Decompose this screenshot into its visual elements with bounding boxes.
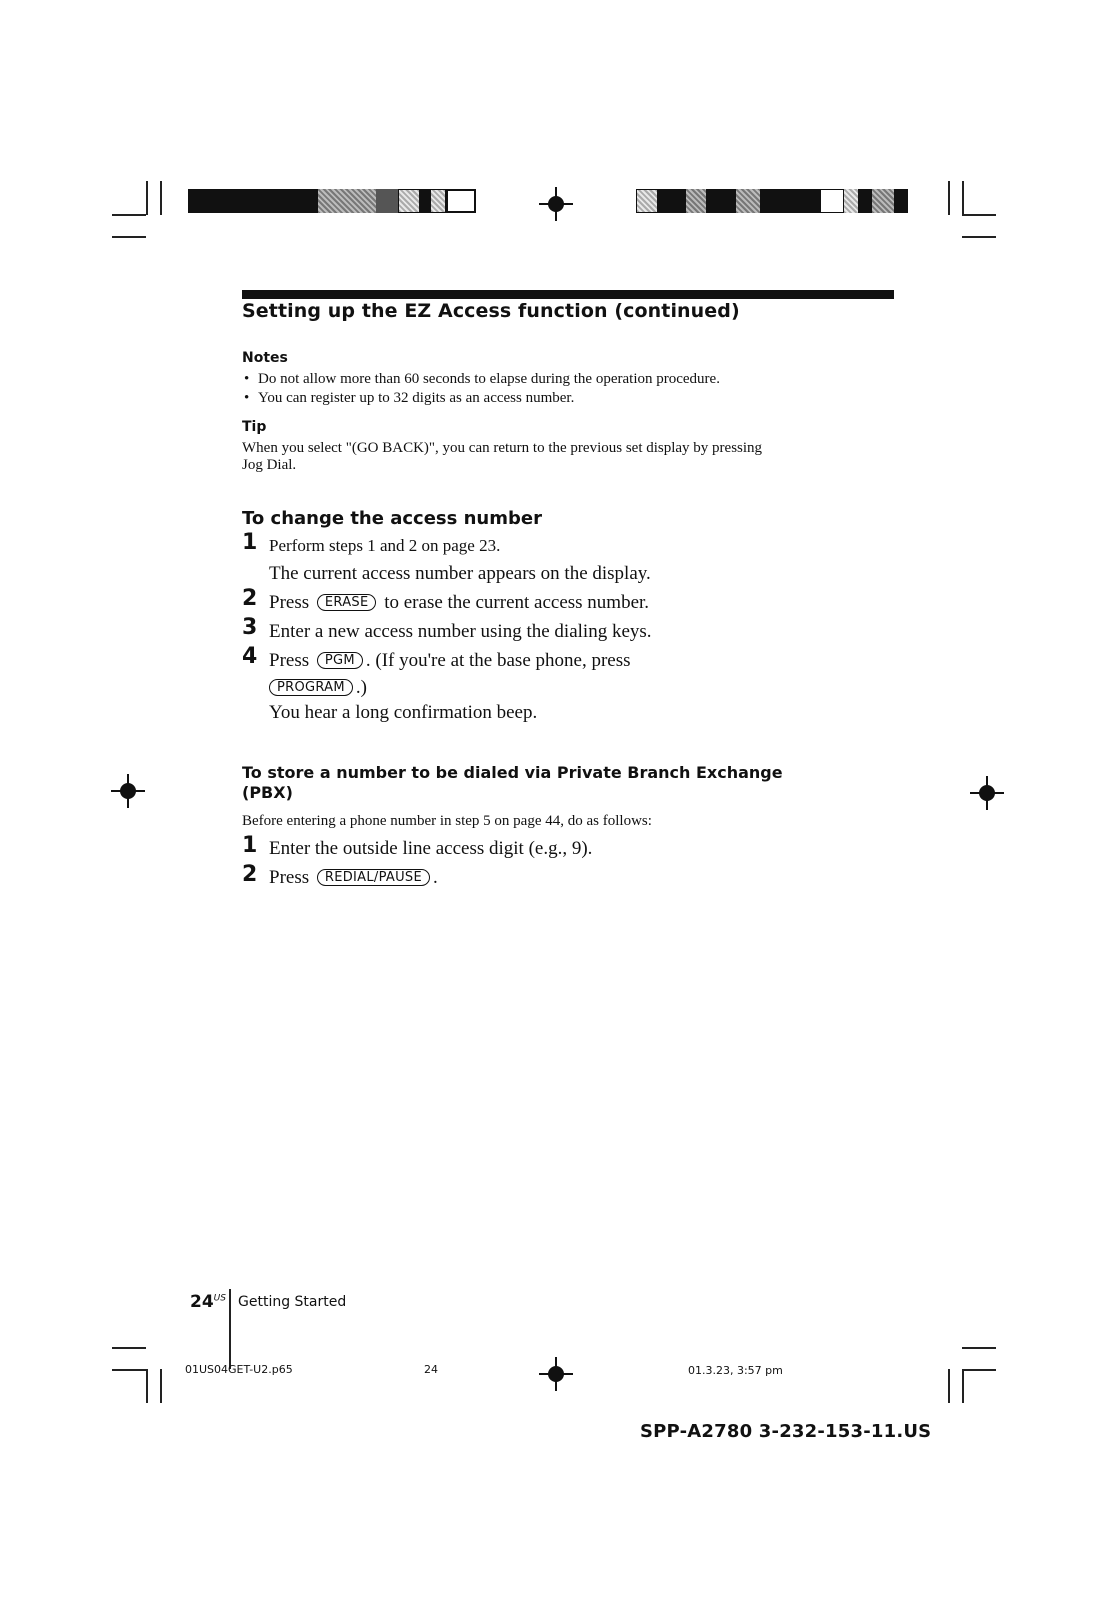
step-text-press: Press: [269, 867, 310, 888]
step-text: [269, 864, 438, 891]
registration-target-icon: [539, 1357, 573, 1391]
step-text-rest: .: [432, 867, 438, 888]
step-number: 2: [242, 862, 258, 887]
model-code: SPP-A2780 3-232-153-11.US: [640, 1421, 932, 1442]
step-number: 3: [242, 615, 258, 640]
pbx-heading-line2: (PBX): [242, 783, 293, 802]
step-text: [269, 589, 649, 616]
section-name: Getting Started: [238, 1294, 347, 1310]
step-number: 1: [242, 530, 258, 555]
erase-key: ERASE: [317, 594, 377, 611]
pbx-heading: [242, 763, 783, 803]
step-note: You hear a long confirmation beep.: [269, 702, 538, 723]
step-note: The current access number appears on the display.: [269, 563, 651, 584]
registration-target-icon: [111, 774, 145, 808]
step-number: 1: [242, 833, 258, 858]
file-page: 24: [424, 1363, 438, 1376]
step-text-rest: to erase the current access number.: [384, 592, 650, 613]
file-name: 01US04GET-U2.p65: [185, 1363, 293, 1376]
section-title: Setting up the EZ Access function (continued): [242, 300, 740, 322]
step-number: 4: [242, 644, 258, 669]
page-suffix: US: [213, 1293, 226, 1304]
change-access-heading: To change the access number: [242, 508, 542, 529]
notes-list: [242, 370, 892, 408]
pbx-intro: Before entering a phone number in step 5 on page 44, do as follows:: [242, 813, 652, 829]
step-text: Perform steps 1 and 2 on page 23.: [269, 536, 501, 555]
step-text-press: Press: [269, 592, 310, 613]
footer-divider: [229, 1289, 231, 1369]
step-text-rest: . (If you're at the base phone, press: [365, 650, 631, 671]
pbx-heading-line1: To store a number to be dialed via Private Branch Exchange: [242, 763, 783, 782]
step-text: [269, 647, 689, 701]
step-text: Enter the outside line access digit (e.g., 9).: [269, 838, 593, 859]
step-text: Enter a new access number using the dialing keys.: [269, 621, 652, 642]
section-rule: [242, 290, 894, 299]
redial-pause-key: REDIAL/PAUSE: [317, 869, 430, 886]
registration-target-icon: [970, 776, 1004, 810]
step-number: 2: [242, 586, 258, 611]
page-number-value: 24: [190, 1292, 214, 1312]
pgm-key: PGM: [317, 652, 363, 669]
page-number: [190, 1292, 226, 1312]
step-text-close: .): [355, 677, 367, 698]
timestamp: 01.3.23, 3:57 pm: [688, 1364, 783, 1377]
step-text-press: Press: [269, 650, 310, 671]
note-item: • Do not allow more than 60 seconds to elapse during the operation procedure.: [242, 370, 892, 389]
tip-text: When you select "(GO BACK)", you can return to the previous set display by pressing Jog Dial.: [242, 440, 763, 473]
program-key: PROGRAM: [269, 679, 353, 696]
registration-target-icon: [539, 187, 573, 221]
note-item: • You can register up to 32 digits as an access number.: [242, 389, 892, 408]
notes-heading: Notes: [242, 350, 288, 366]
tip-heading: Tip: [242, 419, 267, 435]
